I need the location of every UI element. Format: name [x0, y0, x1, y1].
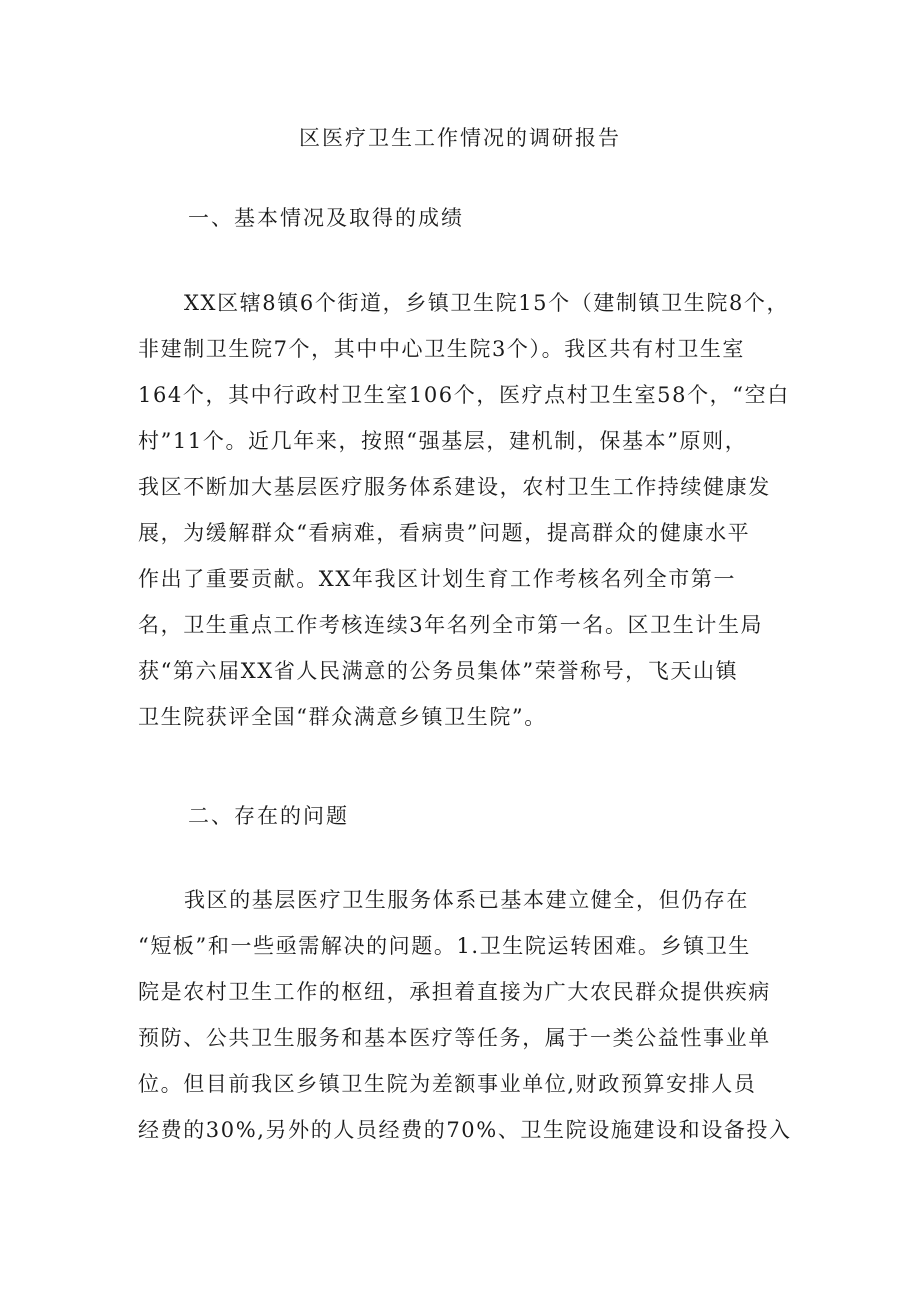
- paragraph-line: 名，卫生重点工作考核连续3年名列全市第一名。区卫生计生局: [138, 613, 764, 637]
- paragraph-line: 作出了重要贡献。XX年我区计划生育工作考核名列全市第一: [138, 567, 737, 591]
- paragraph-line: “短板”和一些亟需解决的问题。1.卫生院运转困难。乡镇卫生: [138, 934, 751, 958]
- paragraph-line: 展，为缓解群众“看病难，看病贵”问题，提高群众的健康水平: [138, 521, 751, 545]
- paragraph-line: 我区的基层医疗卫生服务体系已基本建立健全，但仍存在: [184, 888, 749, 912]
- paragraph-line: 预防、公共卫生服务和基本医疗等任务，属于一类公益性事业单: [138, 1026, 771, 1050]
- paragraph-line: 获“第六届XX省人民满意的公务员集体”荣誉称号，飞天山镇: [138, 659, 739, 683]
- paragraph-line: 非建制卫生院7个，其中中心卫生院3个）。我区共有村卫生室: [138, 337, 746, 361]
- paragraph-line: XX区辖8镇6个街道，乡镇卫生院15个（建制镇卫生院8个，: [184, 291, 790, 315]
- paragraph-line: 我区不断加大基层医疗服务体系建设，农村卫生工作持续健康发: [138, 475, 771, 499]
- paragraph-line: 卫生院获评全国“群众满意乡镇卫生院”。: [138, 705, 547, 729]
- paragraph-line: 院是农村卫生工作的枢纽，承担着直接为广大农民群众提供疾病: [138, 980, 771, 1004]
- section-heading-basic-situation: 一、基本情况及取得的成绩: [188, 206, 464, 230]
- paragraph-line: 164个，其中行政村卫生室106个，医疗点村卫生室58个，“空白: [138, 383, 790, 407]
- paragraph-line: 位。但目前我区乡镇卫生院为差额事业单位,财政预算安排人员: [138, 1072, 757, 1096]
- paragraph-line: 经费的30%,另外的人员经费的70%、卫生院设施建设和设备投入: [138, 1118, 792, 1142]
- paragraph-line: 村”11个。近几年来，按照“强基层，建机制，保基本”原则，: [138, 429, 748, 453]
- section-heading-existing-problems: 二、存在的问题: [188, 804, 349, 828]
- document-title: 区医疗卫生工作情况的调研报告: [299, 126, 621, 150]
